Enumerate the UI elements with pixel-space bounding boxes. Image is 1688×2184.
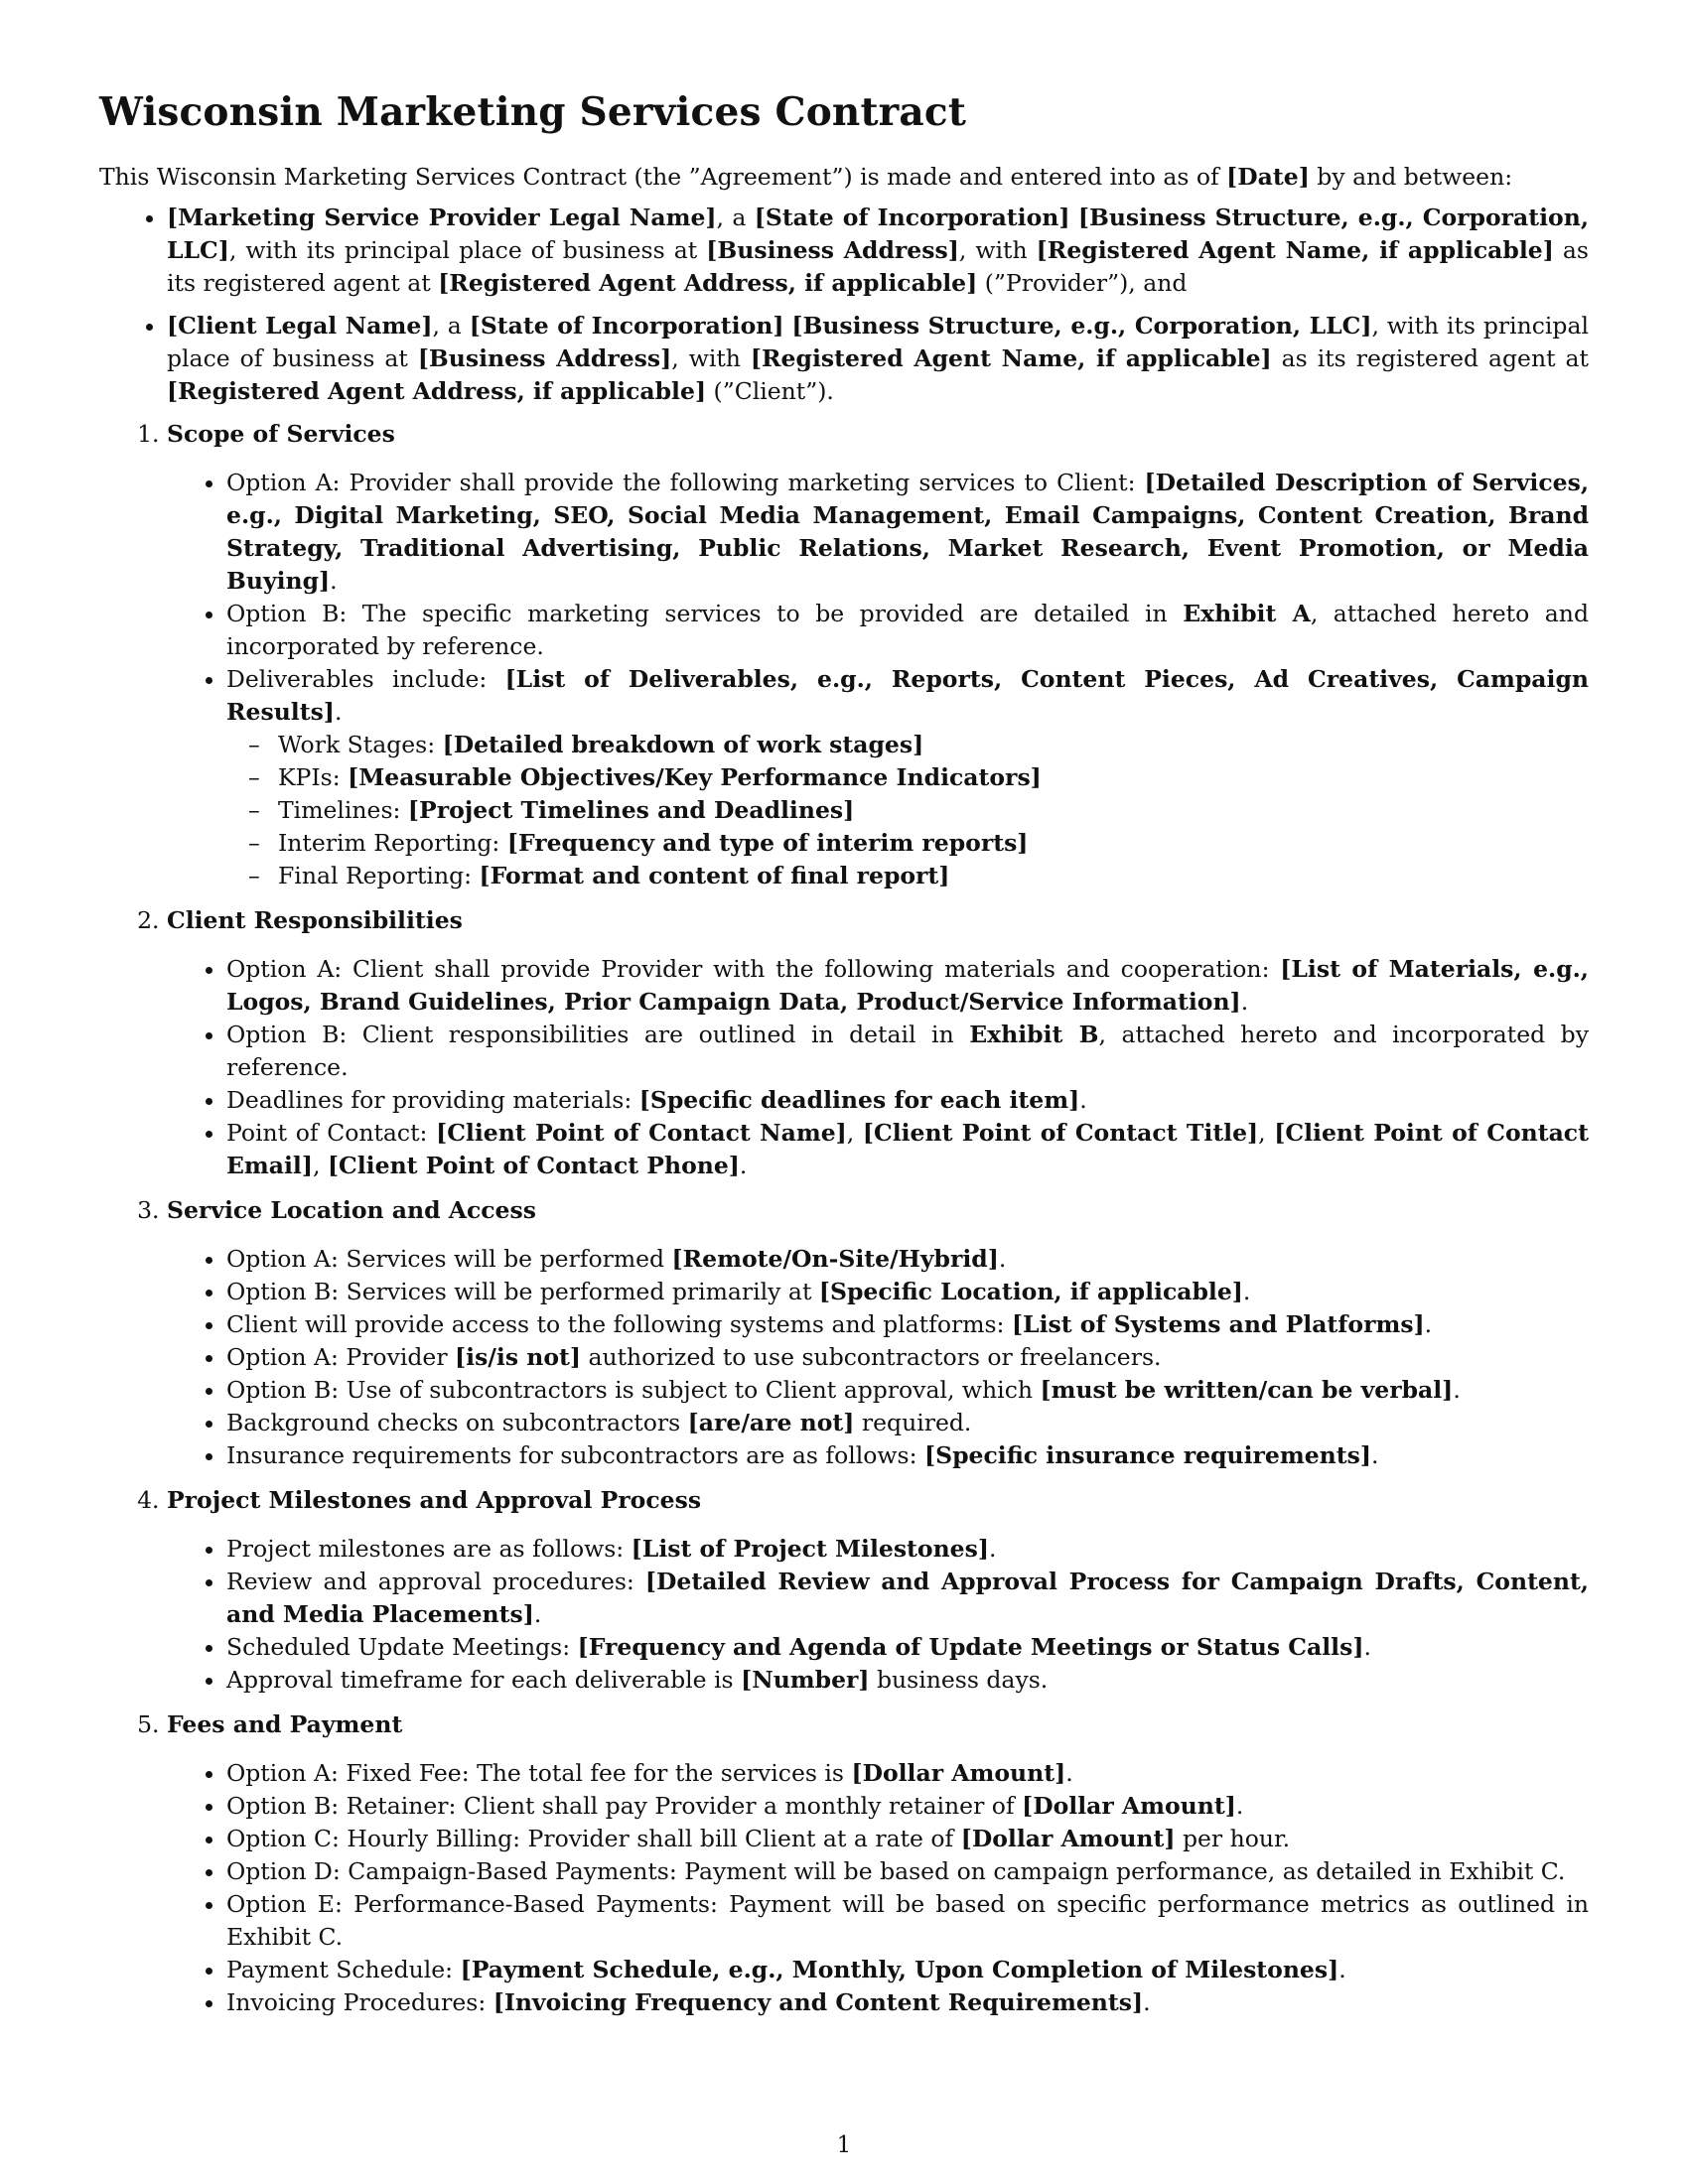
- party-item: [167, 202, 1589, 300]
- option-item: [226, 1117, 1589, 1182]
- placeholder-field: [Project Timelines and Deadlines]: [407, 796, 855, 824]
- placeholder-field: [Registered Agent Address, if applicable]: [167, 377, 707, 405]
- option-item: [226, 467, 1589, 598]
- page-number: 1: [836, 2132, 852, 2158]
- intro-text-end: by and between:: [1309, 163, 1513, 191]
- text-run: business days.: [869, 1666, 1049, 1694]
- party-item: [167, 310, 1589, 408]
- placeholder-field: [Business Address]: [706, 236, 959, 264]
- text-run: Timelines:: [278, 796, 408, 824]
- placeholder-field: [Specific Location, if applicable]: [818, 1278, 1243, 1305]
- text-run: Option B: Use of subcontractors is subject to Client approval, which: [226, 1376, 1041, 1404]
- sub-list: [226, 729, 1589, 892]
- text-run: Project milestones are as follows:: [226, 1535, 632, 1563]
- intro-paragraph: [99, 161, 1589, 194]
- text-run: .: [533, 1600, 542, 1628]
- text-run: Client will provide access to the following systems and platforms:: [226, 1310, 1012, 1338]
- text-run: , with its principal place of business at: [167, 312, 1590, 372]
- option-item: [226, 1084, 1589, 1117]
- text-run: Final Reporting:: [278, 862, 480, 889]
- text-run: (”Provider”), and: [977, 269, 1188, 297]
- text-run: [1069, 204, 1077, 231]
- option-item: [226, 1019, 1589, 1084]
- placeholder-field: [Client Legal Name]: [167, 312, 433, 340]
- option-item: [226, 1823, 1589, 1855]
- section-options-list: [167, 1533, 1589, 1697]
- text-run: Option A: Provider shall provide the following marketing services to Client:: [226, 469, 1145, 496]
- text-run: Approval timeframe for each deliverable is: [226, 1666, 742, 1694]
- text-run: Option A: Provider: [226, 1343, 456, 1371]
- text-run: Option B: The specific marketing services to be provided are detailed in: [226, 600, 1184, 627]
- text-run: as its registered agent at: [1271, 344, 1589, 372]
- placeholder-field: Exhibit B: [969, 1021, 1099, 1048]
- placeholder-field: [List of Deliverables, e.g., Reports, Content Pieces, Ad Creatives, Campaign Results]: [226, 665, 1589, 726]
- text-run: ,: [312, 1152, 328, 1179]
- document-title: Wisconsin Marketing Services Contract: [99, 89, 967, 135]
- placeholder-field: [Number]: [741, 1666, 870, 1694]
- text-run: Review and approval procedures:: [226, 1568, 645, 1595]
- text-run: .: [1424, 1310, 1433, 1338]
- placeholder-field: [Dollar Amount]: [851, 1759, 1066, 1787]
- placeholder-field: [Specific insurance requirements]: [924, 1441, 1371, 1469]
- placeholder-field: [Registered Agent Name, if applicable]: [750, 344, 1272, 372]
- option-item: [226, 1664, 1589, 1697]
- section-title: 3. Service Location and Access: [167, 1196, 536, 1224]
- sub-item: [278, 761, 1589, 794]
- placeholder-field: [Detailed Review and Approval Process for Campaign Drafts, Content, and Media Placements]: [226, 1568, 1589, 1628]
- text-run: .: [1453, 1376, 1461, 1404]
- text-run: Option B: Services will be performed primarily at: [226, 1278, 819, 1305]
- text-run: , attached hereto and incorporated by reference.: [226, 1021, 1589, 1081]
- text-run: .: [1240, 988, 1249, 1016]
- sections-list: [99, 418, 1589, 2019]
- placeholder-field: [Detailed breakdown of work stages]: [442, 731, 924, 758]
- text-run: , a: [716, 204, 755, 231]
- text-run: .: [1242, 1278, 1251, 1305]
- text-run: Option B: Client responsibilities are outlined in detail in: [226, 1021, 970, 1048]
- placeholder-field: [List of Project Milestones]: [631, 1535, 989, 1563]
- text-run: .: [1065, 1759, 1073, 1787]
- placeholder-field: [Dollar Amount]: [1022, 1792, 1236, 1820]
- option-item: [226, 1566, 1589, 1631]
- text-run: .: [988, 1535, 997, 1563]
- placeholder-field: [Remote/On-Site/Hybrid]: [671, 1245, 999, 1273]
- text-run: Work Stages:: [278, 731, 443, 758]
- sub-item: [278, 827, 1589, 860]
- document-page: [99, 85, 1589, 2031]
- option-item: [226, 1888, 1589, 1954]
- text-run: .: [1338, 1956, 1346, 1983]
- option-item: [226, 1986, 1589, 2019]
- option-item: [226, 1341, 1589, 1374]
- text-run: , a: [432, 312, 470, 340]
- placeholder-field: [Invoicing Frequency and Content Requirements]: [492, 1988, 1144, 2016]
- option-item: [226, 1308, 1589, 1341]
- text-run: Scheduled Update Meetings:: [226, 1633, 578, 1661]
- option-item: [226, 1631, 1589, 1664]
- text-run: .: [1363, 1633, 1371, 1661]
- text-run: Insurance requirements for subcontractors are as follows:: [226, 1441, 924, 1469]
- text-run: Option A: Fixed Fee: The total fee for the services is: [226, 1759, 852, 1787]
- text-run: ,: [846, 1119, 863, 1147]
- placeholder-field: [Client Point of Contact Title]: [862, 1119, 1259, 1147]
- placeholder-field: [Payment Schedule, e.g., Monthly, Upon Completion of Milestones]: [460, 1956, 1339, 1983]
- text-run: Option B: Retainer: Client shall pay Provider a monthly retainer of: [226, 1792, 1023, 1820]
- text-run: .: [330, 567, 338, 595]
- placeholder-field: [Client Point of Contact Name]: [436, 1119, 847, 1147]
- section-options-list: [167, 467, 1589, 892]
- text-run: required.: [854, 1409, 972, 1436]
- option-item: [226, 598, 1589, 663]
- text-run: Option D: Campaign-Based Payments: Payment will be based on campaign performance, as detailed in Exhibit C.: [226, 1857, 1566, 1885]
- text-run: ,: [1258, 1119, 1275, 1147]
- text-run: .: [998, 1245, 1007, 1273]
- placeholder-field: [Business Structure, e.g., Corporation, LLC]: [791, 312, 1372, 340]
- option-item: [226, 1407, 1589, 1439]
- text-run: Option E: Performance-Based Payments: Payment will be based on specific performance metrics as outlined in Exhibit C.: [226, 1890, 1589, 1951]
- text-run: Point of Contact:: [226, 1119, 437, 1147]
- option-item: [226, 663, 1589, 892]
- placeholder-field: [Frequency and Agenda of Update Meetings or Status Calls]: [577, 1633, 1364, 1661]
- option-item: [226, 1374, 1589, 1407]
- placeholder-field: [Business Structure, e.g., Corporation, LLC]: [167, 204, 1589, 264]
- intro-text: This Wisconsin Marketing Services Contract (the ”Agreement”) is made and entered into as of: [99, 163, 1227, 191]
- text-run: Option C: Hourly Billing: Provider shall bill Client at a rate of: [226, 1825, 961, 1852]
- text-run: .: [1235, 1792, 1244, 1820]
- text-run: .: [1370, 1441, 1379, 1469]
- text-run: Deadlines for providing materials:: [226, 1086, 639, 1114]
- section-options-list: [167, 1757, 1589, 2019]
- text-run: Interim Reporting:: [278, 829, 507, 857]
- placeholder-field: [Format and content of final report]: [479, 862, 950, 889]
- text-run: per hour.: [1175, 1825, 1291, 1852]
- placeholder-field: [are/are not]: [687, 1409, 855, 1436]
- placeholder-field: [Frequency and type of interim reports]: [506, 829, 1029, 857]
- sub-item: [278, 860, 1589, 892]
- option-item: [226, 1276, 1589, 1308]
- option-item: [226, 1439, 1589, 1472]
- section-item: [167, 1484, 1589, 1697]
- sub-item: [278, 794, 1589, 827]
- text-run: , with its principal place of business at: [228, 236, 707, 264]
- option-item: [226, 1757, 1589, 1790]
- placeholder-field: [Specific deadlines for each item]: [638, 1086, 1080, 1114]
- placeholder-field: [Client Point of Contact Phone]: [327, 1152, 740, 1179]
- text-run: authorized to use subcontractors or freelancers.: [580, 1343, 1162, 1371]
- placeholder-field: [Detailed Description of Services, e.g., Digital Marketing, SEO, Social Media Management, Email Campaigns, Content Creation, Brand Strategy, Traditional Advertising, Public Relations, Market Research, Event Promotion, or Media Buying]: [226, 469, 1589, 595]
- text-run: , with: [958, 236, 1037, 264]
- placeholder-field: [Registered Agent Address, if applicable]: [438, 269, 978, 297]
- placeholder-field: [Dollar Amount]: [960, 1825, 1176, 1852]
- placeholder-field: [Registered Agent Name, if applicable]: [1036, 236, 1554, 264]
- text-run: , with: [671, 344, 751, 372]
- section-item: [167, 1708, 1589, 2019]
- text-run: (”Client”).: [706, 377, 834, 405]
- parties-list: [99, 202, 1589, 408]
- text-run: .: [1143, 1988, 1151, 2016]
- sub-item: [278, 729, 1589, 761]
- section-title: 4. Project Milestones and Approval Process: [167, 1486, 702, 1514]
- text-run: Payment Schedule:: [226, 1956, 461, 1983]
- section-title: 5. Fees and Payment: [167, 1710, 403, 1738]
- text-run: .: [1079, 1086, 1087, 1114]
- placeholder-field: [Client Point of Contact Email]: [226, 1119, 1589, 1179]
- text-run: KPIs:: [278, 763, 349, 791]
- text-run: , attached hereto and incorporated by reference.: [226, 600, 1589, 660]
- option-item: [226, 1243, 1589, 1276]
- text-run: .: [334, 698, 343, 726]
- section-item: [167, 418, 1589, 892]
- section-title: 1. Scope of Services: [167, 420, 395, 448]
- section-item: [167, 1194, 1589, 1472]
- text-run: Background checks on subcontractors: [226, 1409, 688, 1436]
- option-item: [226, 953, 1589, 1019]
- text-run: Option A: Client shall provide Provider with the following materials and cooperation:: [226, 955, 1281, 983]
- placeholder-field: [List of Systems and Platforms]: [1011, 1310, 1425, 1338]
- placeholder-field: [State of Incorporation]: [754, 204, 1070, 231]
- text-run: Deliverables include:: [226, 665, 505, 693]
- placeholder-field: [Marketing Service Provider Legal Name]: [167, 204, 717, 231]
- placeholder-field: [State of Incorporation]: [469, 312, 784, 340]
- placeholder-field: [is/is not]: [455, 1343, 581, 1371]
- option-item: [226, 1790, 1589, 1823]
- section-item: [167, 904, 1589, 1182]
- text-run: as its registered agent at: [167, 236, 1589, 297]
- text-run: Invoicing Procedures:: [226, 1988, 493, 2016]
- date-placeholder: [Date]: [1226, 163, 1310, 191]
- placeholder-field: Exhibit A: [1183, 600, 1311, 627]
- placeholder-field: [Measurable Objectives/Key Performance Indicators]: [348, 763, 1042, 791]
- placeholder-field: [must be written/can be verbal]: [1040, 1376, 1454, 1404]
- section-options-list: [167, 1243, 1589, 1472]
- text-run: Option A: Services will be performed: [226, 1245, 672, 1273]
- placeholder-field: [Business Address]: [417, 344, 672, 372]
- section-options-list: [167, 953, 1589, 1182]
- option-item: [226, 1954, 1589, 1986]
- option-item: [226, 1533, 1589, 1566]
- placeholder-field: [List of Materials, e.g., Logos, Brand Guidelines, Prior Campaign Data, Product/Service Information]: [226, 955, 1589, 1016]
- text-run: .: [739, 1152, 748, 1179]
- option-item: [226, 1855, 1589, 1888]
- section-title: 2. Client Responsibilities: [167, 906, 463, 934]
